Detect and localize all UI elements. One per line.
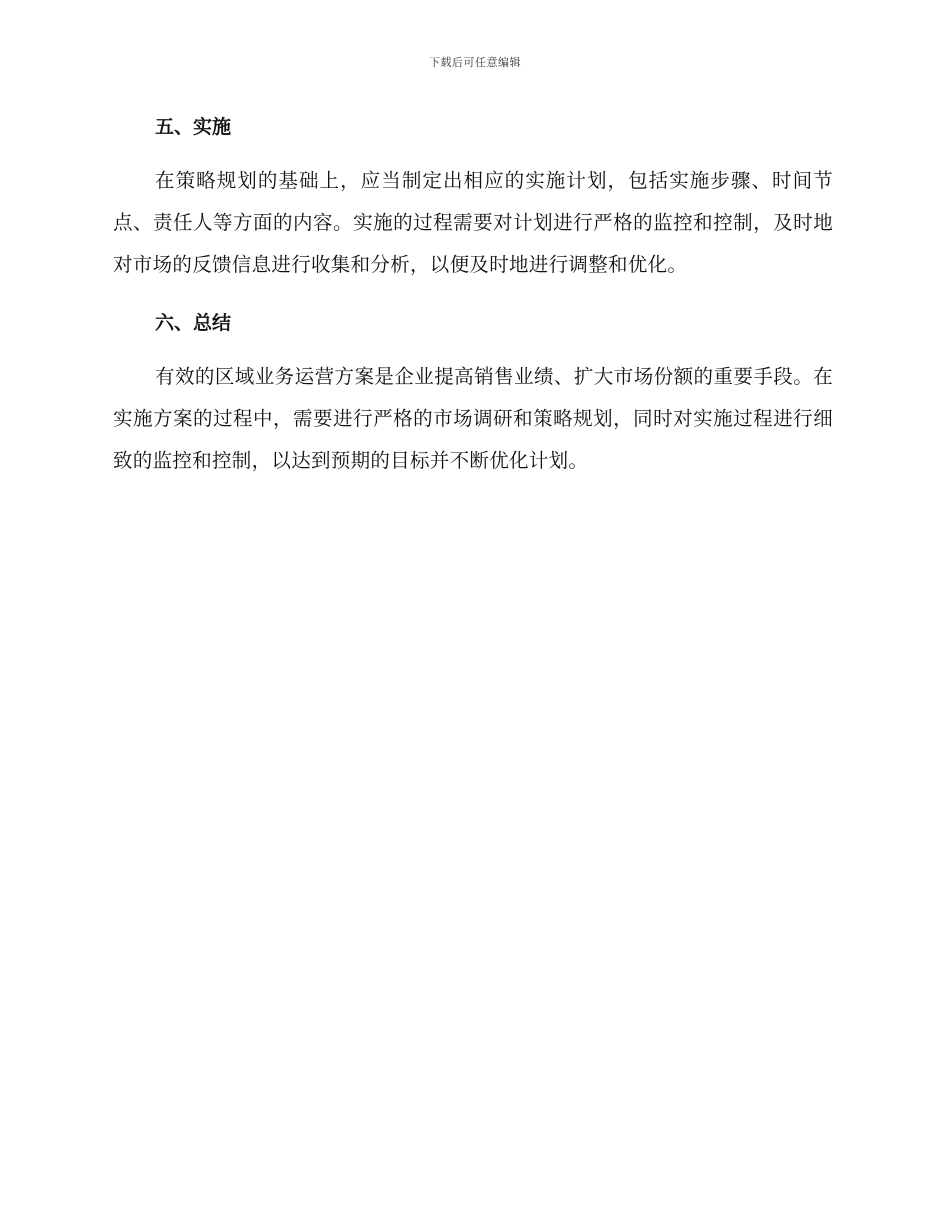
document-body <box>113 108 833 482</box>
section-paragraph-implementation: 在策略规划的基础上，应当制定出相应的实施计划，包括实施步骤、时间节点、责任人等方面的内容。实施的过程需要对计划进行严格的监控和控制，及时地对市场的反馈信息进行收集和分析，以便及时地进行调整和优化。 <box>113 169 833 276</box>
section-title-implementation: 五、实施 <box>155 116 232 138</box>
section-title-summary: 六、总结 <box>155 312 232 334</box>
section-paragraph-summary: 有效的区域业务运营方案是企业提高销售业绩、扩大市场份额的重要手段。在实施方案的过程中，需要进行严格的市场调研和策略规划，同时对实施过程进行细致的监控和控制，以达到预期的目标并不断优化计划。 <box>113 365 833 472</box>
header-note: 下载后可任意编辑 <box>429 56 521 69</box>
